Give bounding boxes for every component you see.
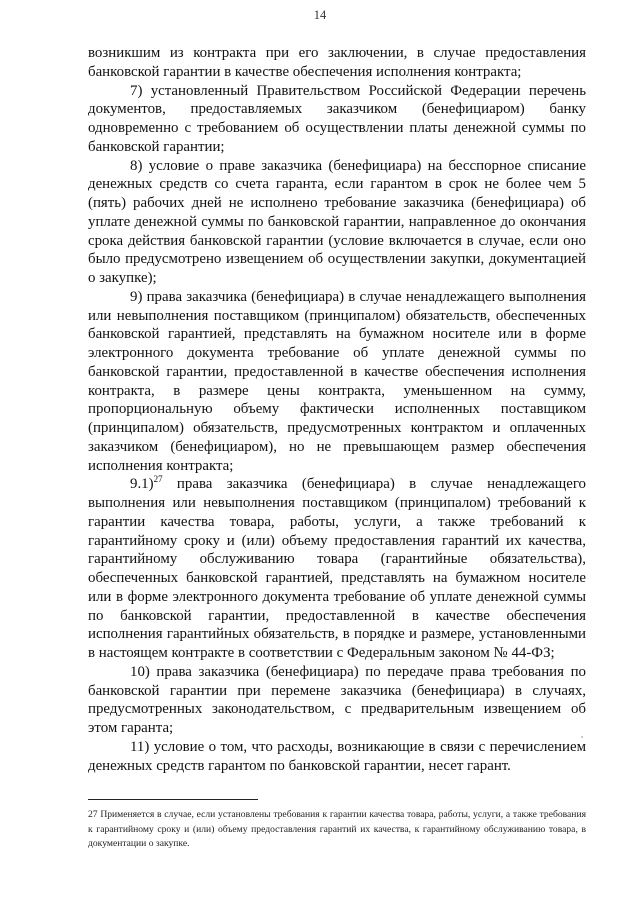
item-number: 9.1) [130, 476, 154, 493]
document-body [88, 44, 586, 775]
paragraph-item-7: 7) установленный Правительством Российской Федерации перечень документов, предоставляемых заказчиком (бенефициаром) банку одновременно с требованием об осуществлении платы денежной суммы по банковской гарантии; [88, 82, 586, 155]
paragraph-item-9: 9) права заказчика (бенефициара) в случае ненадлежащего выполнения или невыполнения поставщиком (принципалом) обязательств, обеспеченных банковской гарантией, представлять на бумажном носителе или в форме электронного документа требование об уплате денежной суммы по банковской гарантии, предоставленной в качестве обеспечения исполнения контракта, в размере цены контракта, уменьшенном на сумму, пропорциональную объему фактически исполненных поставщиком (принципалом) обязательств, предусмотренных контрактом и оплаченных заказчиком (бенефициаром), но не превышающем размер обеспечения исполнения контракта; [88, 288, 586, 474]
footnote-text: Применяется в случае, если установлены требования к гарантии качества товара, работы, услуги, а также требования к гарантийному сроку и (или) объему предоставления гарантий их качества, к гарантийному обслуживанию товара, в документации о закупке. [88, 809, 586, 849]
paragraph-continuation: возникшим из контракта при его заключении, в случае предоставления банковской гарантии в качестве обеспечения исполнения контракта; [88, 45, 586, 80]
scan-speck [581, 736, 583, 738]
footnote [88, 808, 586, 852]
item-text: права заказчика (бенефициара) в случае ненадлежащего выполнения или невыполнения поставщиком (принципалом) требований к гарантии качества товара, работы, услуги, а также требований к гарантийному сроку и (или) объему предоставления гарантий их качества, гарантийному обслуживанию товара (гарантийные обязательства), обеспеченных банковской гарантией, представлять на бумажном носителе или в форме электронного документа требование об уплате денежной суммы по банковской гарантии, предоставленной в качестве обеспечения исполнения гарантийных обязательств, в порядке и размере, установленными в настоящем контракте в соответствии с Федеральным законом № 44-ФЗ; [88, 476, 586, 661]
paragraph-item-10: 10) права заказчика (бенефициара) по передаче права требования по банковской гарантии при перемене заказчика (бенефициара) в случаях, предусмотренных законодательством, с предварительным извещением об этом гаранта; [88, 663, 586, 736]
footnote-reference: 27 [153, 474, 163, 485]
paragraph-item-9-1 [88, 475, 586, 663]
paragraph-item-11: 11) условие о том, что расходы, возникающие в связи с перечислением денежных средств гарантом по банковской гарантии, несет гарант. [88, 738, 586, 774]
footnote-separator [88, 799, 258, 800]
footnote-number: 27 [88, 809, 98, 820]
page-number: 14 [313, 8, 327, 22]
paragraph-item-8: 8) условие о праве заказчика (бенефициара) на бесспорное списание денежных средств со счета гаранта, если гарантом в срок не более чем 5 (пять) рабочих дней не исполнено требование заказчика (бенефициара) об уплате денежной суммы по банковской гарантии, направленное до окончания срока действия банковской гарантии (условие включается в случае, если оно было предусмотрено извещением об осуществлении закупки, документацией о закупке); [88, 157, 586, 286]
